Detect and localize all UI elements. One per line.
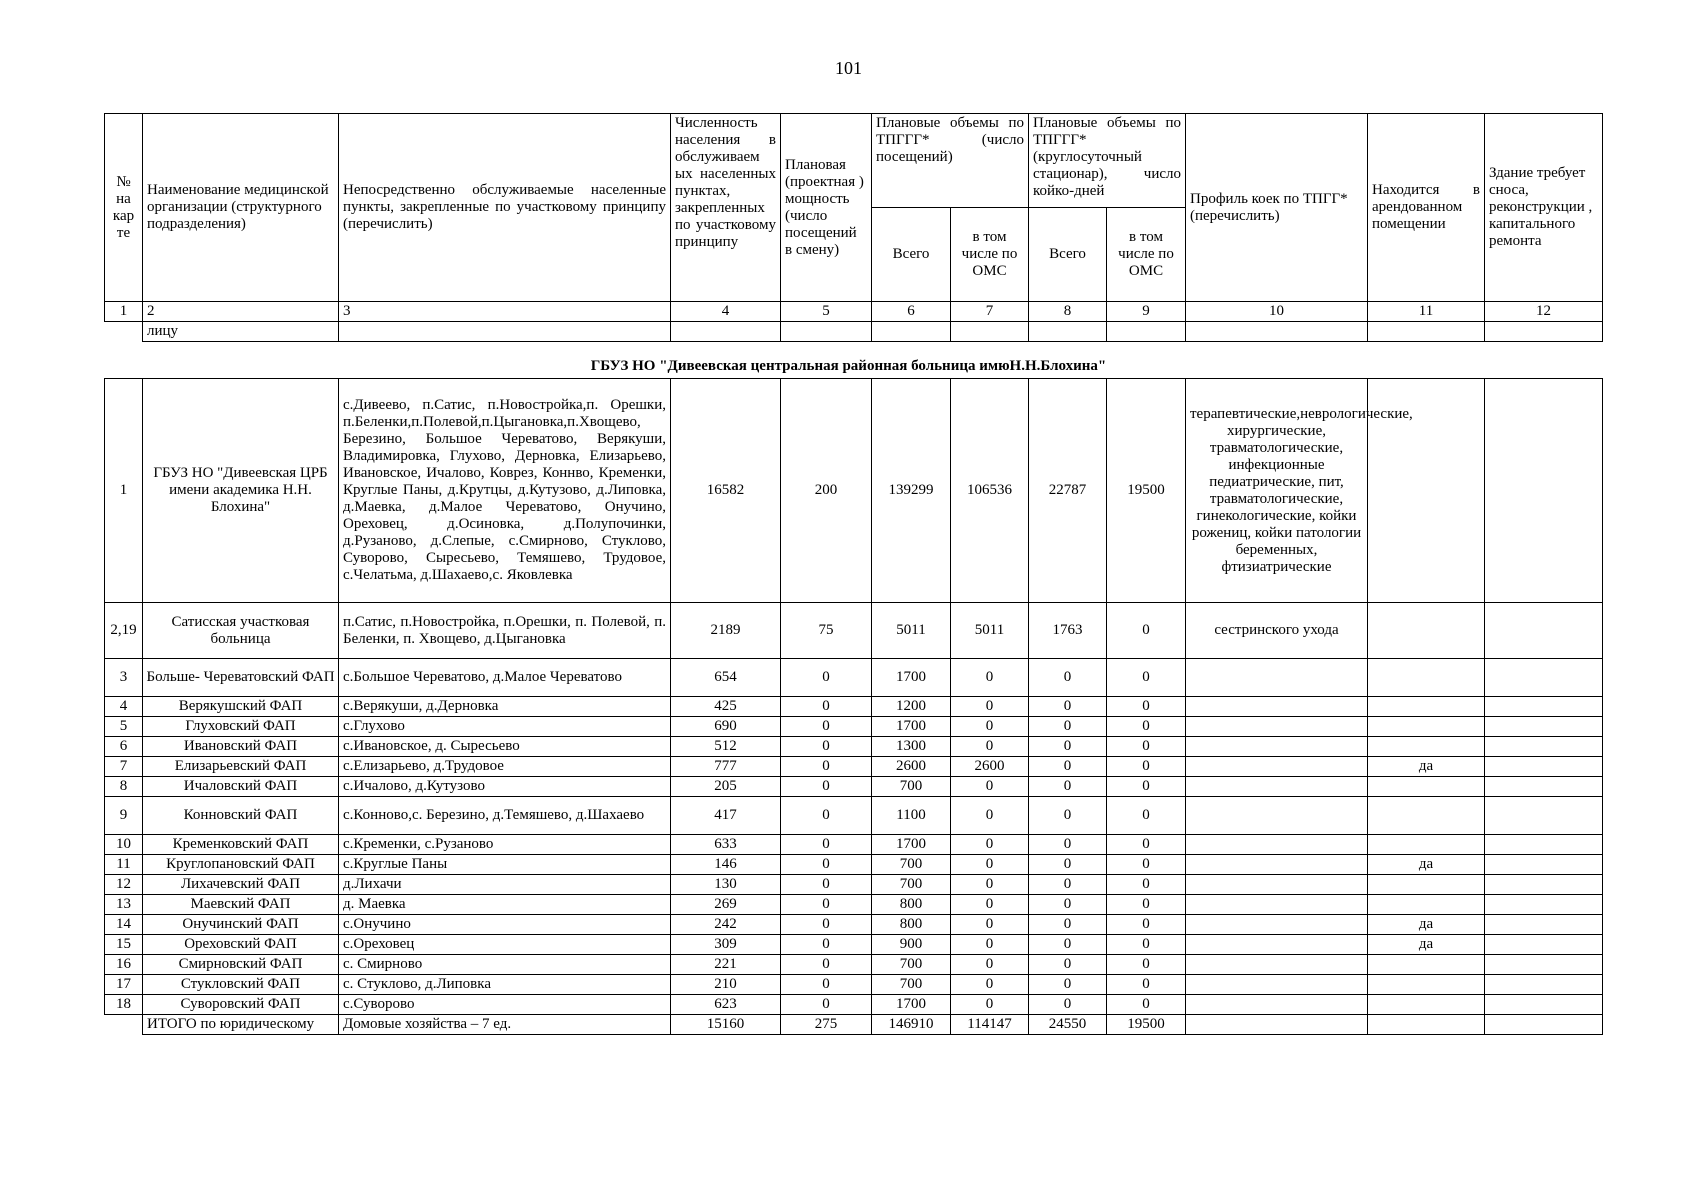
total-population-cell: 15160 xyxy=(671,1015,781,1035)
carry-over-row xyxy=(105,322,1603,342)
beds-oms-cell: 0 xyxy=(1107,737,1186,757)
beds-total-cell: 0 xyxy=(1029,955,1107,975)
beds-oms-cell: 19500 xyxy=(1107,379,1186,603)
needs-repair-cell xyxy=(1485,777,1603,797)
settlements-cell: д. Маевка xyxy=(339,895,671,915)
row-number-cell: 10 xyxy=(105,835,143,855)
settlements-cell: с.Конново,с. Березино, д.Темяшево, д.Шахаево xyxy=(339,797,671,835)
beds-total-cell: 0 xyxy=(1029,855,1107,875)
settlements-cell: с.Елизарьево, д.Трудовое xyxy=(339,757,671,777)
rented-cell: да xyxy=(1368,935,1485,955)
header-population: Численность населения в обслуживаем ых населенных пунктах, закрепленных по участковому принципу xyxy=(671,114,781,302)
org-name-cell: Смирновский ФАП xyxy=(143,955,339,975)
table-row xyxy=(105,697,1603,717)
beds-oms-cell: 0 xyxy=(1107,797,1186,835)
row-number-cell: 7 xyxy=(105,757,143,777)
beds-oms-cell: 0 xyxy=(1107,995,1186,1015)
beds-total-cell: 0 xyxy=(1029,717,1107,737)
org-name-cell: Круглопановский ФАП xyxy=(143,855,339,875)
row-number-cell: 13 xyxy=(105,895,143,915)
visits-total-cell: 1700 xyxy=(872,659,951,697)
beds-oms-cell: 0 xyxy=(1107,717,1186,737)
table-row xyxy=(105,757,1603,777)
header-bed-profile: Профиль коек по ТПГГ* (перечислить) xyxy=(1186,114,1368,302)
population-cell: 242 xyxy=(671,915,781,935)
needs-repair-cell xyxy=(1485,835,1603,855)
table-row xyxy=(105,737,1603,757)
beds-oms-cell: 0 xyxy=(1107,659,1186,697)
settlements-cell: д.Лихачи xyxy=(339,875,671,895)
table-row xyxy=(105,895,1603,915)
row-number-cell: 9 xyxy=(105,797,143,835)
row-number-cell: 5 xyxy=(105,717,143,737)
header-beds-oms: в том числе по ОМС xyxy=(1107,208,1186,302)
settlements-cell: с.Ореховец xyxy=(339,935,671,955)
visits-oms-cell: 0 xyxy=(951,935,1029,955)
rented-cell xyxy=(1368,697,1485,717)
total-beds-oms-cell: 19500 xyxy=(1107,1015,1186,1035)
capacity-cell: 0 xyxy=(781,995,872,1015)
rented-cell xyxy=(1368,895,1485,915)
beds-total-cell: 1763 xyxy=(1029,603,1107,659)
org-name-cell: Конновский ФАП xyxy=(143,797,339,835)
column-number: 9 xyxy=(1107,302,1186,322)
column-number: 4 xyxy=(671,302,781,322)
bed-profile-cell xyxy=(1186,717,1368,737)
beds-total-cell: 0 xyxy=(1029,875,1107,895)
needs-repair-cell xyxy=(1485,659,1603,697)
beds-total-cell: 0 xyxy=(1029,737,1107,757)
visits-total-cell: 700 xyxy=(872,855,951,875)
header-number: № на кар те xyxy=(105,114,143,302)
column-number: 1 xyxy=(105,302,143,322)
rented-cell xyxy=(1368,777,1485,797)
bed-profile-cell xyxy=(1186,797,1368,835)
table-row xyxy=(105,777,1603,797)
beds-total-cell: 0 xyxy=(1029,895,1107,915)
org-name-cell: ГБУЗ НО "Дивеевская ЦРБ имени академика Н.Н. Блохина" xyxy=(143,379,339,603)
capacity-cell: 0 xyxy=(781,717,872,737)
org-name-cell: Суворовский ФАП xyxy=(143,995,339,1015)
column-number: 12 xyxy=(1485,302,1603,322)
settlements-cell: с. Смирново xyxy=(339,955,671,975)
population-cell: 269 xyxy=(671,895,781,915)
population-cell: 2189 xyxy=(671,603,781,659)
org-name-cell: Сатисская участковая больница xyxy=(143,603,339,659)
visits-total-cell: 2600 xyxy=(872,757,951,777)
visits-total-cell: 800 xyxy=(872,895,951,915)
table-row xyxy=(105,975,1603,995)
visits-oms-cell: 0 xyxy=(951,835,1029,855)
population-cell: 425 xyxy=(671,697,781,717)
beds-total-cell: 0 xyxy=(1029,915,1107,935)
table-row xyxy=(105,717,1603,737)
population-cell: 512 xyxy=(671,737,781,757)
capacity-cell: 0 xyxy=(781,757,872,777)
table-row xyxy=(105,855,1603,875)
visits-oms-cell: 0 xyxy=(951,659,1029,697)
settlements-cell: с.Дивеево, п.Сатис, п.Новостройка,п. Орешки, п.Беленки,п.Полевой,п.Цыгановка,п.Хвощево, Березино, Большое Череватово, Верякуши, Владимировка, Глухово, Дерновка, Елизарьево, Ивановское, Ичалово, Коврез, Коннво, Кременки, Круглые Паны, д.Крутцы, д.Кутузово, д.Липовка, д.Маевка, д.Малое Череватово, Онучино, Ореховец, д.Осиновка, д.Полупочинки, д.Рузаново, д.Слепые, с.Смирново, Стуклово, Суворово, Сыресьево, Темяшево, Трудовое, с.Челатьма, д.Шахаево,с. Яковлевка xyxy=(339,379,671,603)
row-number-cell: 16 xyxy=(105,955,143,975)
row-number-cell: 6 xyxy=(105,737,143,757)
visits-total-cell: 5011 xyxy=(872,603,951,659)
rented-cell xyxy=(1368,975,1485,995)
beds-oms-cell: 0 xyxy=(1107,757,1186,777)
rented-cell xyxy=(1368,717,1485,737)
table-row xyxy=(105,935,1603,955)
bed-profile-cell: терапевтические,неврологические, хирургические, травматологические, инфекционные педиатрические, пит, травматологические, гинекологические, койки рожениц, койки патологии беременных, фтизиатрические xyxy=(1186,379,1368,603)
rented-cell xyxy=(1368,797,1485,835)
column-number: 7 xyxy=(951,302,1029,322)
row-number-cell: 14 xyxy=(105,915,143,935)
total-beds-total-cell: 24550 xyxy=(1029,1015,1107,1035)
needs-repair-cell xyxy=(1485,895,1603,915)
header-visits-total: Всего xyxy=(872,208,951,302)
table-row xyxy=(105,995,1603,1015)
beds-oms-cell: 0 xyxy=(1107,895,1186,915)
total-visits-total-cell: 146910 xyxy=(872,1015,951,1035)
population-cell: 309 xyxy=(671,935,781,955)
settlements-cell: с.Большое Череватово, д.Малое Череватово xyxy=(339,659,671,697)
population-cell: 205 xyxy=(671,777,781,797)
capacity-cell: 0 xyxy=(781,835,872,855)
beds-total-cell: 0 xyxy=(1029,697,1107,717)
settlements-cell: с.Круглые Паны xyxy=(339,855,671,875)
table-row xyxy=(105,603,1603,659)
table-row xyxy=(105,379,1603,603)
settlements-cell: с.Кременки, с.Рузаново xyxy=(339,835,671,855)
org-name-cell: Больше- Череватовский ФАП xyxy=(143,659,339,697)
needs-repair-cell xyxy=(1485,379,1603,603)
visits-total-cell: 800 xyxy=(872,915,951,935)
table-row xyxy=(105,875,1603,895)
population-cell: 654 xyxy=(671,659,781,697)
bed-profile-cell xyxy=(1186,855,1368,875)
capacity-cell: 0 xyxy=(781,797,872,835)
needs-repair-cell xyxy=(1485,737,1603,757)
visits-total-cell: 700 xyxy=(872,955,951,975)
visits-total-cell: 700 xyxy=(872,875,951,895)
rented-cell: да xyxy=(1368,855,1485,875)
row-number-cell: 18 xyxy=(105,995,143,1015)
org-name-cell: Верякушский ФАП xyxy=(143,697,339,717)
header-beds-total: Всего xyxy=(1029,208,1107,302)
header-capacity: Плановая (проектная ) мощность (число посещений в смену) xyxy=(781,114,872,302)
header-settlements: Непосредственно обслуживаемые населенные пункты, закрепленные по участковому принципу (перечислить) xyxy=(339,114,671,302)
header-table xyxy=(104,113,1603,342)
settlements-cell: с.Верякуши, д.Дерновка xyxy=(339,697,671,717)
rented-cell: да xyxy=(1368,757,1485,777)
column-number: 6 xyxy=(872,302,951,322)
needs-repair-cell xyxy=(1485,995,1603,1015)
visits-total-cell: 1200 xyxy=(872,697,951,717)
population-cell: 417 xyxy=(671,797,781,835)
page-number: 101 xyxy=(835,58,862,78)
rented-cell xyxy=(1368,875,1485,895)
visits-oms-cell: 0 xyxy=(951,995,1029,1015)
visits-total-cell: 1100 xyxy=(872,797,951,835)
population-cell: 130 xyxy=(671,875,781,895)
rented-cell: да xyxy=(1368,915,1485,935)
header-rented: Находится в арендованном помещении xyxy=(1368,114,1485,302)
table-row xyxy=(105,659,1603,697)
org-name-cell: Кременковский ФАП xyxy=(143,835,339,855)
population-cell: 623 xyxy=(671,995,781,1015)
row-number-cell: 3 xyxy=(105,659,143,697)
beds-oms-cell: 0 xyxy=(1107,697,1186,717)
column-numbering-row xyxy=(105,302,1603,322)
bed-profile-cell xyxy=(1186,737,1368,757)
capacity-cell: 200 xyxy=(781,379,872,603)
visits-total-cell: 139299 xyxy=(872,379,951,603)
row-number-cell: 8 xyxy=(105,777,143,797)
settlements-cell: п.Сатис, п.Новостройка, п.Орешки, п. Полевой, п. Беленки, п. Хвощево, д.Цыгановка xyxy=(339,603,671,659)
visits-total-cell: 1700 xyxy=(872,995,951,1015)
column-number: 11 xyxy=(1368,302,1485,322)
needs-repair-cell xyxy=(1485,757,1603,777)
population-cell: 221 xyxy=(671,955,781,975)
total-row xyxy=(105,1015,1603,1035)
bed-profile-cell xyxy=(1186,835,1368,855)
capacity-cell: 0 xyxy=(781,875,872,895)
org-name-cell: Лихачевский ФАП xyxy=(143,875,339,895)
header-visits-oms: в том числе по ОМС xyxy=(951,208,1029,302)
beds-total-cell: 0 xyxy=(1029,777,1107,797)
total-visits-oms-cell: 114147 xyxy=(951,1015,1029,1035)
bed-profile-cell xyxy=(1186,875,1368,895)
population-cell: 146 xyxy=(671,855,781,875)
bed-profile-cell xyxy=(1186,659,1368,697)
bed-profile-cell xyxy=(1186,697,1368,717)
beds-oms-cell: 0 xyxy=(1107,777,1186,797)
org-name-cell: Ореховский ФАП xyxy=(143,935,339,955)
bed-profile-cell xyxy=(1186,757,1368,777)
beds-oms-cell: 0 xyxy=(1107,603,1186,659)
visits-oms-cell: 0 xyxy=(951,895,1029,915)
beds-oms-cell: 0 xyxy=(1107,915,1186,935)
row-number-cell: 17 xyxy=(105,975,143,995)
carry-over-text: лицу xyxy=(143,322,339,342)
data-table xyxy=(104,378,1603,1035)
visits-oms-cell: 0 xyxy=(951,797,1029,835)
needs-repair-cell xyxy=(1485,697,1603,717)
capacity-cell: 0 xyxy=(781,955,872,975)
org-name-cell: Онучинский ФАП xyxy=(143,915,339,935)
beds-oms-cell: 0 xyxy=(1107,875,1186,895)
bed-profile-cell xyxy=(1186,777,1368,797)
org-name-cell: Глуховский ФАП xyxy=(143,717,339,737)
total-org-name-cell: ИТОГО по юридическому xyxy=(143,1015,339,1035)
visits-total-cell: 1300 xyxy=(872,737,951,757)
population-cell: 777 xyxy=(671,757,781,777)
table-row xyxy=(105,797,1603,835)
beds-total-cell: 0 xyxy=(1029,995,1107,1015)
visits-oms-cell: 0 xyxy=(951,975,1029,995)
settlements-cell: с.Онучино xyxy=(339,915,671,935)
header-visits: Плановые объемы по ТПГГГ* (число посещений) xyxy=(872,114,1029,208)
needs-repair-cell xyxy=(1485,975,1603,995)
org-name-cell: Маевский ФАП xyxy=(143,895,339,915)
needs-repair-cell xyxy=(1485,717,1603,737)
rented-cell xyxy=(1368,603,1485,659)
bed-profile-cell xyxy=(1186,935,1368,955)
beds-total-cell: 0 xyxy=(1029,797,1107,835)
rented-cell xyxy=(1368,659,1485,697)
visits-oms-cell: 106536 xyxy=(951,379,1029,603)
column-number: 8 xyxy=(1029,302,1107,322)
needs-repair-cell xyxy=(1485,875,1603,895)
column-number: 3 xyxy=(339,302,671,322)
needs-repair-cell xyxy=(1485,955,1603,975)
total-capacity-cell: 275 xyxy=(781,1015,872,1035)
row-number-cell: 2,19 xyxy=(105,603,143,659)
needs-repair-cell xyxy=(1485,915,1603,935)
rented-cell xyxy=(1368,737,1485,757)
table-row xyxy=(105,915,1603,935)
org-name-cell: Ичаловский ФАП xyxy=(143,777,339,797)
capacity-cell: 0 xyxy=(781,935,872,955)
beds-total-cell: 22787 xyxy=(1029,379,1107,603)
beds-total-cell: 0 xyxy=(1029,935,1107,955)
settlements-cell: с.Ичалово, д.Кутузово xyxy=(339,777,671,797)
visits-total-cell: 1700 xyxy=(872,717,951,737)
beds-total-cell: 0 xyxy=(1029,975,1107,995)
header-org-name: Наименование медицинской организации (структурного подразделения) xyxy=(143,114,339,302)
visits-oms-cell: 0 xyxy=(951,915,1029,935)
column-number: 5 xyxy=(781,302,872,322)
row-number-cell: 4 xyxy=(105,697,143,717)
capacity-cell: 0 xyxy=(781,697,872,717)
capacity-cell: 0 xyxy=(781,737,872,757)
row-number-cell: 15 xyxy=(105,935,143,955)
visits-total-cell: 700 xyxy=(872,777,951,797)
total-settlements-cell: Домовые хозяйства – 7 ед. xyxy=(339,1015,671,1035)
visits-oms-cell: 2600 xyxy=(951,757,1029,777)
beds-oms-cell: 0 xyxy=(1107,955,1186,975)
beds-oms-cell: 0 xyxy=(1107,975,1186,995)
rented-cell xyxy=(1368,835,1485,855)
capacity-cell: 0 xyxy=(781,915,872,935)
capacity-cell: 0 xyxy=(781,659,872,697)
bed-profile-cell xyxy=(1186,995,1368,1015)
settlements-cell: с.Ивановское, д. Сыресьево xyxy=(339,737,671,757)
bed-profile-cell xyxy=(1186,895,1368,915)
visits-oms-cell: 0 xyxy=(951,955,1029,975)
population-cell: 690 xyxy=(671,717,781,737)
visits-oms-cell: 0 xyxy=(951,717,1029,737)
org-name-cell: Елизарьевский ФАП xyxy=(143,757,339,777)
rented-cell xyxy=(1368,955,1485,975)
total-rented-cell xyxy=(1368,1015,1485,1035)
beds-total-cell: 0 xyxy=(1029,835,1107,855)
total-bed-profile-cell xyxy=(1186,1015,1368,1035)
column-number: 2 xyxy=(143,302,339,322)
row-number-cell: 11 xyxy=(105,855,143,875)
population-cell: 633 xyxy=(671,835,781,855)
row-number-cell: 12 xyxy=(105,875,143,895)
population-cell: 16582 xyxy=(671,379,781,603)
table-row xyxy=(105,955,1603,975)
bed-profile-cell xyxy=(1186,975,1368,995)
capacity-cell: 0 xyxy=(781,777,872,797)
org-name-cell: Ивановский ФАП xyxy=(143,737,339,757)
settlements-cell: с.Глухово xyxy=(339,717,671,737)
visits-oms-cell: 0 xyxy=(951,737,1029,757)
beds-oms-cell: 0 xyxy=(1107,855,1186,875)
settlements-cell: с. Стуклово, д.Липовка xyxy=(339,975,671,995)
header-bed-days: Плановые объемы по ТПГГГ* (круглосуточный стационар), число койко-дней xyxy=(1029,114,1186,208)
section-title: ГБУЗ НО "Дивеевская центральная районная больница имюН.Н.Блохина" xyxy=(590,358,1107,374)
bed-profile-cell xyxy=(1186,955,1368,975)
capacity-cell: 0 xyxy=(781,895,872,915)
rented-cell xyxy=(1368,995,1485,1015)
visits-total-cell: 900 xyxy=(872,935,951,955)
visits-oms-cell: 0 xyxy=(951,697,1029,717)
needs-repair-cell xyxy=(1485,603,1603,659)
capacity-cell: 0 xyxy=(781,975,872,995)
visits-oms-cell: 0 xyxy=(951,875,1029,895)
table-row xyxy=(105,835,1603,855)
capacity-cell: 75 xyxy=(781,603,872,659)
visits-total-cell: 1700 xyxy=(872,835,951,855)
visits-oms-cell: 0 xyxy=(951,777,1029,797)
header-needs-repair: Здание требует сноса, реконструкции , капитального ремонта xyxy=(1485,114,1603,302)
row-number-cell: 1 xyxy=(105,379,143,603)
bed-profile-cell: сестринского ухода xyxy=(1186,603,1368,659)
column-number: 10 xyxy=(1186,302,1368,322)
beds-total-cell: 0 xyxy=(1029,757,1107,777)
beds-oms-cell: 0 xyxy=(1107,935,1186,955)
visits-total-cell: 700 xyxy=(872,975,951,995)
org-name-cell: Стукловский ФАП xyxy=(143,975,339,995)
needs-repair-cell xyxy=(1485,855,1603,875)
total-needs-repair-cell xyxy=(1485,1015,1603,1035)
beds-total-cell: 0 xyxy=(1029,659,1107,697)
visits-oms-cell: 5011 xyxy=(951,603,1029,659)
visits-oms-cell: 0 xyxy=(951,855,1029,875)
population-cell: 210 xyxy=(671,975,781,995)
needs-repair-cell xyxy=(1485,935,1603,955)
settlements-cell: с.Суворово xyxy=(339,995,671,1015)
bed-profile-cell xyxy=(1186,915,1368,935)
beds-oms-cell: 0 xyxy=(1107,835,1186,855)
capacity-cell: 0 xyxy=(781,855,872,875)
needs-repair-cell xyxy=(1485,797,1603,835)
